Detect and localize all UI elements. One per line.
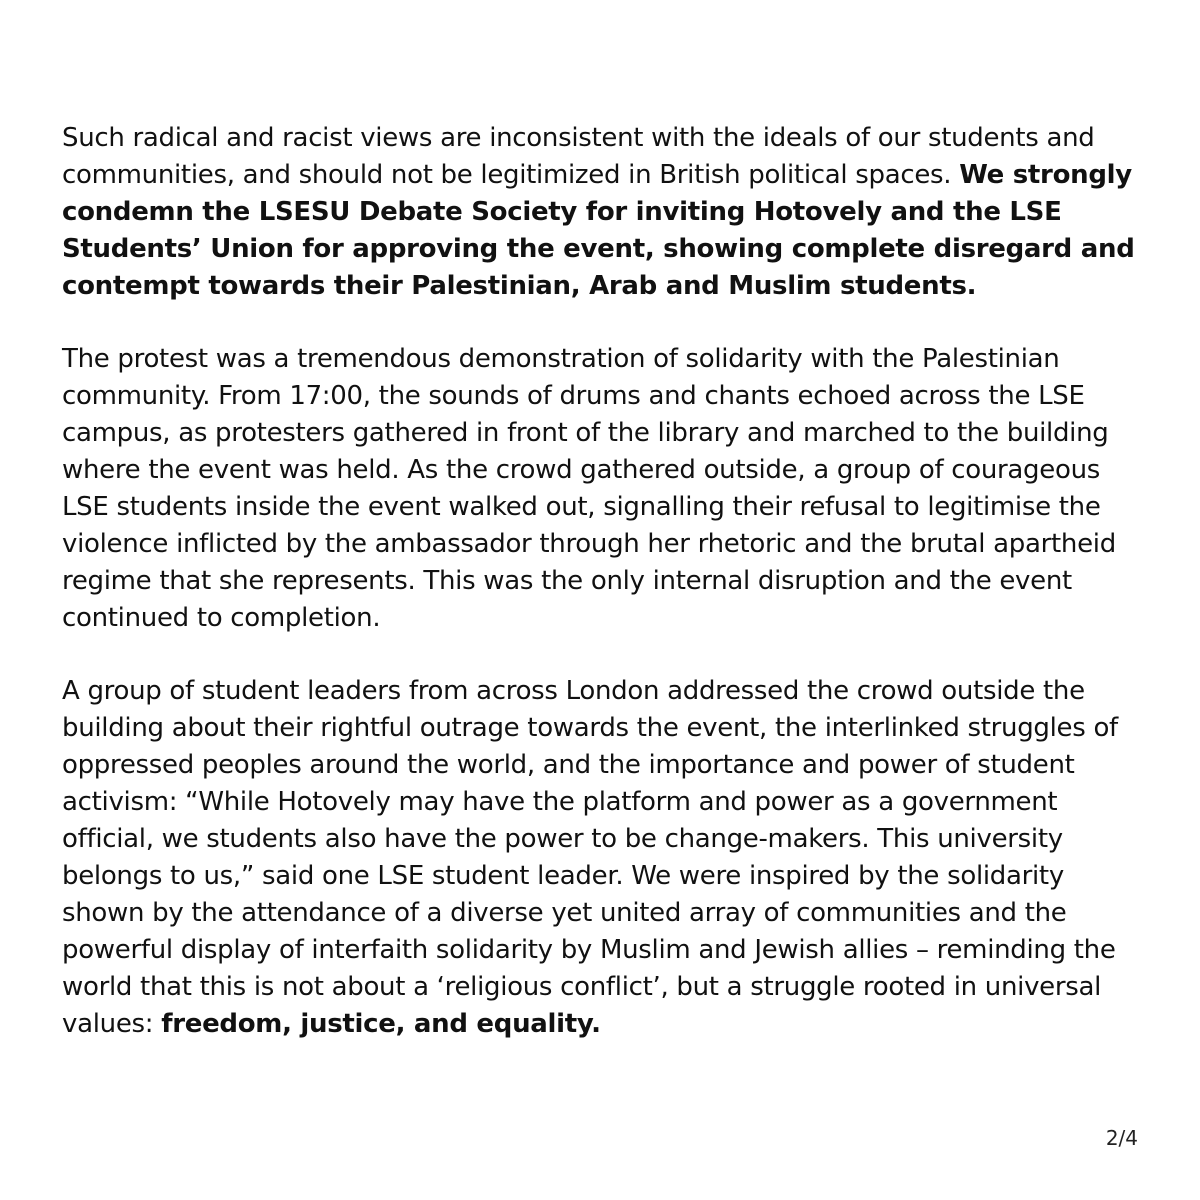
page-number: 2/4: [1105, 1126, 1138, 1150]
paragraph-3-text: A group of student leaders from across London addressed the crowd outside the building about their rightful outrage towards the event, the interlinked struggles of oppressed peoples around the world, and the importance and power of student activism: “While Hotovely may have the platform and power as a government official, we students also have the power to be change-makers. This university belongs to us,” said one LSE student leader. We were inspired by the solidarity shown by the attendance of a diverse yet united array of communities and the powerful display of interfaith solidarity by Muslim and Jewish allies – reminding the world that this is not about a ‘religious conflict’, but a struggle rooted in universal values:: [62, 676, 1118, 1039]
document-body: [62, 120, 1152, 1079]
paragraph-3-bold-text: freedom, justice, and equality.: [161, 1009, 601, 1039]
paragraph-1-bold-text: We strongly condemn the LSESU Debate Society for inviting Hotovely and the LSE Students’ Union for approving the event, showing complete disregard and contempt towards their Palestinian, Arab and Muslim students.: [62, 160, 1135, 301]
paragraph-condemnation: [62, 120, 1152, 305]
paragraph-1-text: Such radical and racist views are inconsistent with the ideals of our students and communities, and should not be legitimized in British political spaces.: [62, 123, 1095, 190]
paragraph-student-leaders: [62, 673, 1152, 1043]
paragraph-2-text: The protest was a tremendous demonstration of solidarity with the Palestinian community. From 17:00, the sounds of drums and chants echoed across the LSE campus, as protesters gathered in front of the library and marched to the building where the event was held. As the crowd gathered outside, a group of courageous LSE students inside the event walked out, signalling their refusal to legitimise the violence inflicted by the ambassador through her rhetoric and the brutal apartheid regime that she represents. This was the only internal disruption and the event continued to completion.: [62, 344, 1116, 633]
paragraph-protest: [62, 341, 1152, 637]
